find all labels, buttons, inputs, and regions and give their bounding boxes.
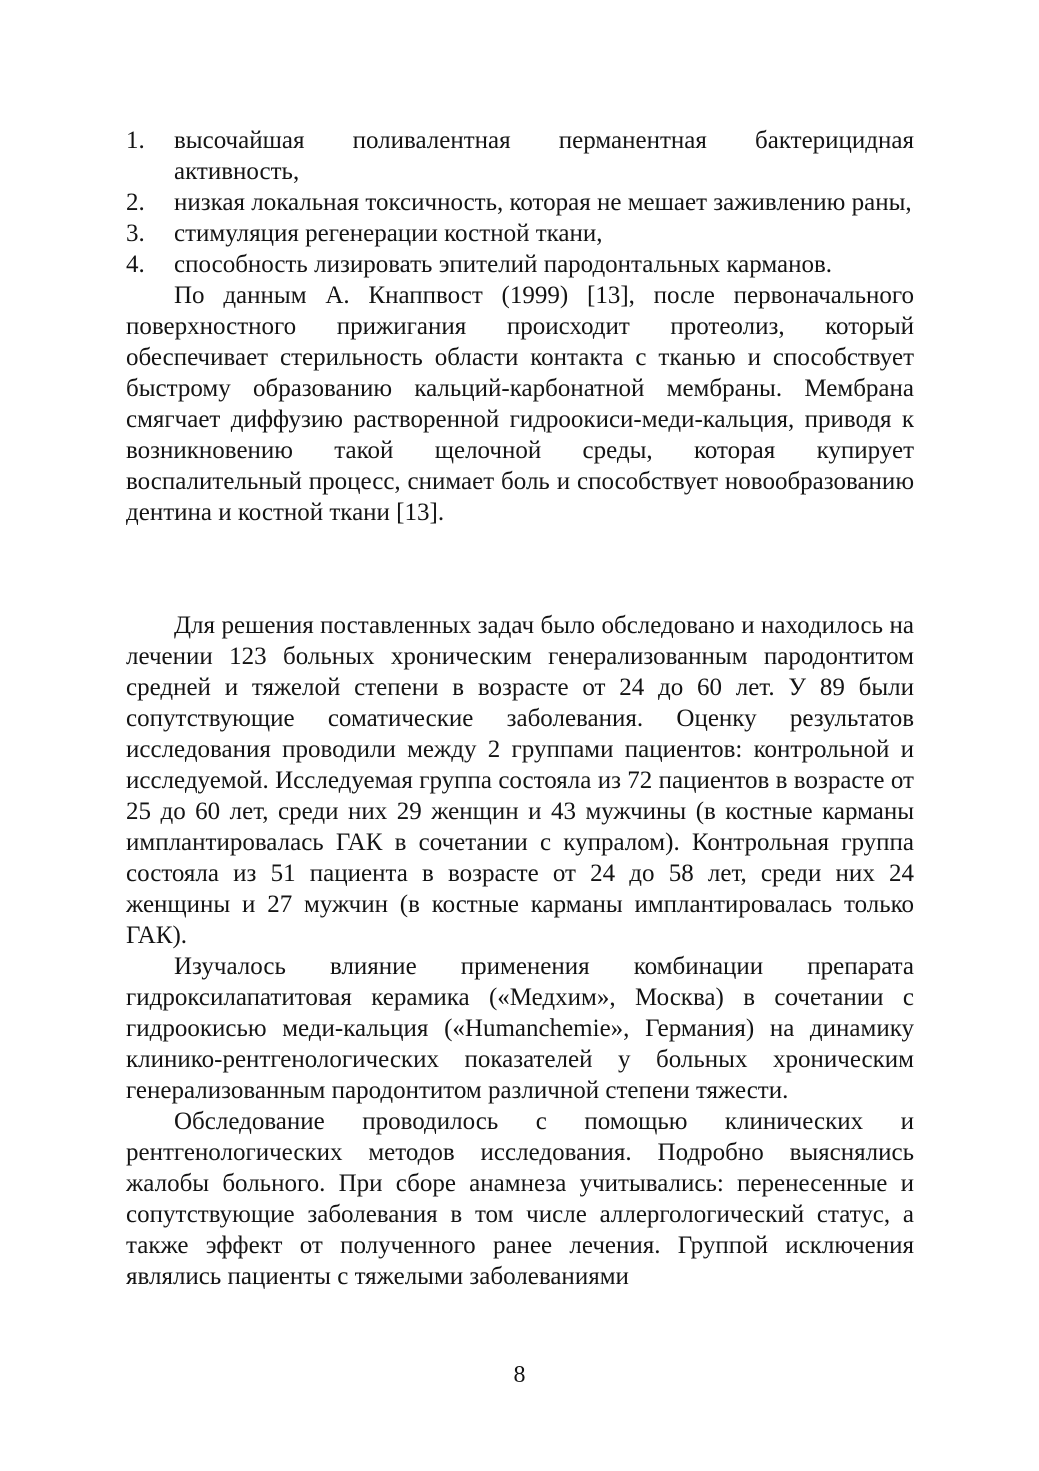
list-item-number: 2. xyxy=(126,189,145,216)
list-item xyxy=(126,218,914,249)
list-item-number: 1. xyxy=(126,127,145,154)
paragraph: Для решения поставленных задач было обследовано и находилось на лечении 123 больных хроническим генерализованным пародонтитом средней и тяжелой степени в возрасте от 24 до 60 лет. У 89 были сопутствующие соматические заболевания. Оценку результатов исследования проводили между 2 группами пациентов: контрольной и исследуемой. Исследуемая группа состояла из 72 пациентов в возрасте от 25 до 60 лет, среди них 29 женщин и 43 мужчины (в костные карманы имплантировалась ГАК в сочетании с купралом). Контрольная группа состояла из 51 пациента в возрасте от 24 до 58 лет, среди них 24 женщины и 27 мужчин (в костные карманы имплантировалась только ГАК). xyxy=(126,612,914,949)
body-section xyxy=(126,610,914,1292)
list-item-text: способность лизировать эпителий пародонтальных карманов. xyxy=(174,251,833,278)
paragraph: Изучалось влияние применения комбинации препарата гидроксилапатитовая керамика («Медхим», Москва) в сочетании с гидроокисью меди-кальция («Humanchemie», Германия) на динамику клинико-рентгенологических показателей у больных хроническим генерализованным пародонтитом различной степени тяжести. xyxy=(126,953,914,1104)
list-item-text: низкая локальная токсичность, которая не мешает заживлению раны, xyxy=(174,189,912,216)
list-item xyxy=(126,249,914,280)
list-item-text: стимуляция регенерации костной ткани, xyxy=(174,220,603,247)
list-item-number: 3. xyxy=(126,220,145,247)
list-item xyxy=(126,187,914,218)
paragraph: Обследование проводилось с помощью клинических и рентгенологических методов исследования. Подробно выяснялись жалобы больного. При сборе анамнеза учитывались: перенесенные и сопутствующие заболевания в том числе аллергологический статус, а также эффект от полученного ранее лечения. Группой исключения являлись пациенты с тяжелыми заболеваниями xyxy=(126,1108,914,1290)
list-item xyxy=(126,125,914,187)
list-item-number: 4. xyxy=(126,251,145,278)
paragraph-wrapper xyxy=(126,280,914,528)
paragraph: По данным А. Кнаппвост (1999) [13], после первоначального поверхностного прижигания происходит протеолиз, который обеспечивает стерильность области контакта с тканью и способствует быстрому образованию кальций-карбонатной мембраны. Мембрана смягчает диффузию растворенной гидроокиси-меди-кальция, приводя к возникновению такой щелочной среды, которая купирует воспалительный процесс, снимает боль и способствует новообразованию дентина и костной ткани [13]. xyxy=(126,282,914,526)
list-item-text: высочайшая поливалентная перманентная бактерицидная активность, xyxy=(174,127,914,185)
numbered-list xyxy=(126,125,914,528)
page-number: 8 xyxy=(513,1362,526,1388)
